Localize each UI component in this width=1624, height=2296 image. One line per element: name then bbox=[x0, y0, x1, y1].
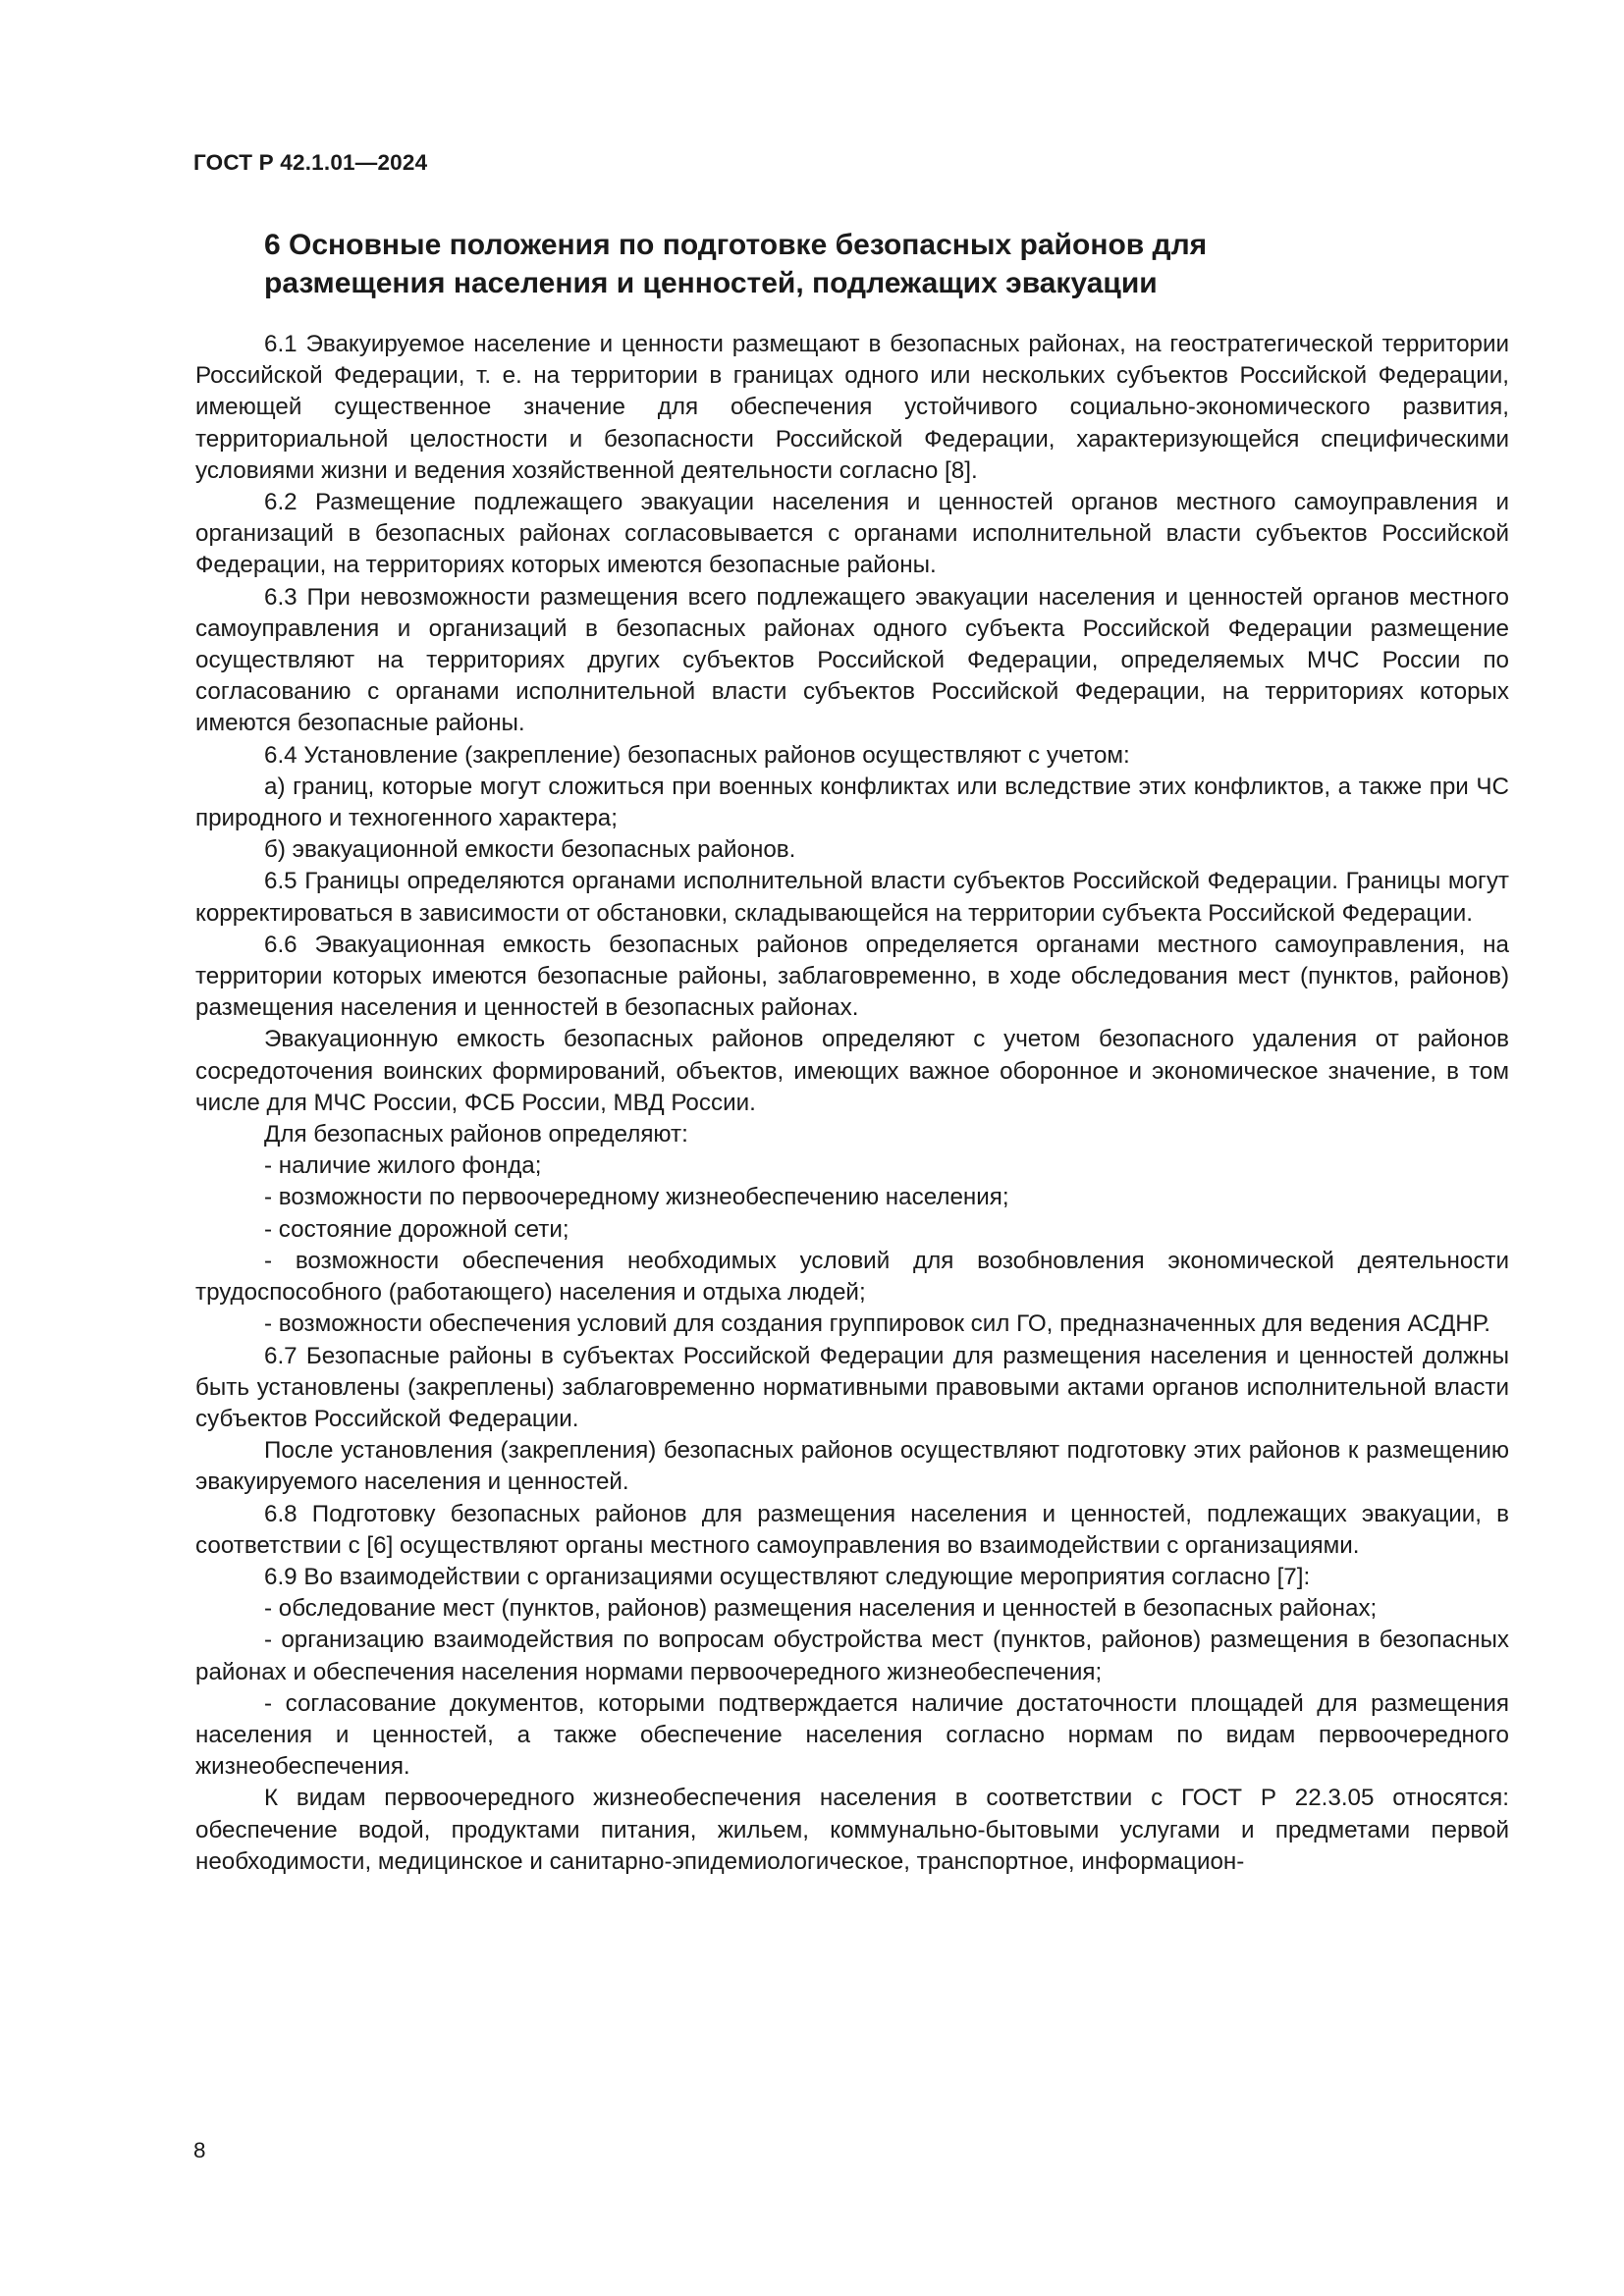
paragraph-capacity: Эвакуационную емкость безопасных районов определяют с учетом безопасного удаления от районов сосредоточения воинских формирований, объектов, имеющих важное оборонное и экономическое значение, в том числе для МЧС России, ФСБ России, МВД России. bbox=[195, 1026, 1509, 1116]
section-title-line-2: размещения населения и ценностей, подлежащих эвакуации bbox=[264, 267, 1158, 299]
list-item-survey: - обследование мест (пунктов, районов) размещения населения и ценностей в безопасных районах; bbox=[264, 1595, 1378, 1623]
list-item-interaction: - организацию взаимодействия по вопросам обустройства мест (пунктов, районов) размещения в безопасных районах и обеспечения населения нормами первоочередного жизнеобеспечения; bbox=[195, 1627, 1509, 1685]
list-item-b: б) эвакуационной емкости безопасных районов. bbox=[264, 836, 796, 864]
paragraph-6-3: 6.3 При невозможности размещения всего подлежащего эвакуации населения и ценностей органов местного самоуправления и организаций в безопасных районах одного субъекта Российской Федерации размещение осуществляют на территориях других субъектов Российской Федерации, определяемых МЧС России по согласованию с органами исполнительной власти субъектов Российской Федерации, на территориях которых имеются безопасные районы. bbox=[195, 583, 1509, 737]
paragraph-after-establishment: После установления (закрепления) безопасных районов осуществляют подготовку этих районов к размещению эвакуируемого населения и ценностей. bbox=[195, 1437, 1509, 1496]
paragraph-6-7: 6.7 Безопасные районы в субъектах Российской Федерации для размещения населения и ценностей должны быть установлены (закреплены) заблаговременно нормативными правовыми актами органов исполнительной власти субъектов Российской Федерации. bbox=[195, 1342, 1509, 1432]
list-item-a: а) границ, которые могут сложиться при военных конфликтах или вследствие этих конфликтов, а также при ЧС природного и техногенного характера; bbox=[195, 773, 1509, 832]
document-code-header: ГОСТ Р 42.1.01—2024 bbox=[193, 150, 428, 175]
list-item-roads: - состояние дорожной сети; bbox=[264, 1215, 569, 1243]
paragraph-6-9: 6.9 Во взаимодействии с организациями осуществляют следующие мероприятия согласно [7]: bbox=[264, 1563, 1311, 1590]
list-item-economic: - возможности обеспечения необходимых условий для возобновления экономической деятельности трудоспособного (работающего) населения и отдыха людей; bbox=[195, 1247, 1509, 1307]
paragraph-6-8: 6.8 Подготовку безопасных районов для размещения населения и ценностей, подлежащих эвакуации, в соответствии с [6] осуществляют органы местного самоуправления во взаимодействии с организациями. bbox=[195, 1500, 1509, 1559]
paragraph-6-6: 6.6 Эвакуационная емкость безопасных районов определяется органами местного самоуправления, на территории которых имеются безопасные районы, заблаговременно, в ходе обследования мест (пунктов, районов) размещения населения и ценностей в безопасных районах. bbox=[195, 931, 1509, 1022]
list-item-life-support: - возможности по первоочередному жизнеобеспечению населения; bbox=[264, 1184, 1009, 1211]
paragraph-life-support-types: К видам первоочередного жизнеобеспечения населения в соответствии с ГОСТ Р 22.3.05 относятся: обеспечение водой, продуктами питания, жильем, коммунально-бытовыми услугами и предметами первой необходимости, медицинское и санитарно-эпидемиологическое, транспортное, информацион- bbox=[195, 1785, 1509, 1875]
page-number: 8 bbox=[193, 2138, 206, 2163]
paragraph-6-5: 6.5 Границы определяются органами исполнительной власти субъектов Российской Федерации. Границы могут корректироваться в зависимости от обстановки, складывающейся на территории субъекта Российской Федерации. bbox=[195, 868, 1509, 927]
list-item-approval: - согласование документов, которыми подтверждается наличие достаточности площадей для размещения населения и ценностей, а также обеспечение населения согласно нормам по видам первоочередного жизнеобеспечения. bbox=[195, 1689, 1509, 1781]
section-title-line-1: 6 Основные положения по подготовке безопасных районов для bbox=[264, 229, 1208, 261]
paragraph-6-2: 6.2 Размещение подлежащего эвакуации населения и ценностей органов местного самоуправления и организаций в безопасных районах согласовывается с органами исполнительной власти субъектов Российской Федерации, на территориях которых имеются безопасные районы. bbox=[195, 489, 1509, 579]
body-text bbox=[195, 329, 1509, 1878]
section-title bbox=[264, 226, 1344, 302]
list-item-civil-defense: - возможности обеспечения условий для создания группировок сил ГО, предназначенных для ведения АСДНР. bbox=[264, 1310, 1491, 1338]
paragraph-6-1: 6.1 Эвакуируемое население и ценности размещают в безопасных районах, на геостратегической территории Российской Федерации, т. е. на территории в границах одного или нескольких субъектов Российской Федерации, имеющей существенное значение для обеспечения устойчивого социально-экономического развития, территориальной целостности и безопасности Российской Федерации, характеризующейся специфическими условиями жизни и ведения хозяйственной деятельности согласно [8]. bbox=[195, 331, 1509, 484]
paragraph-6-4: 6.4 Установление (закрепление) безопасных районов осуществляют с учетом: bbox=[264, 741, 1130, 769]
list-item-housing: - наличие жилого фонда; bbox=[264, 1152, 542, 1180]
paragraph-determine: Для безопасных районов определяют: bbox=[264, 1121, 688, 1148]
